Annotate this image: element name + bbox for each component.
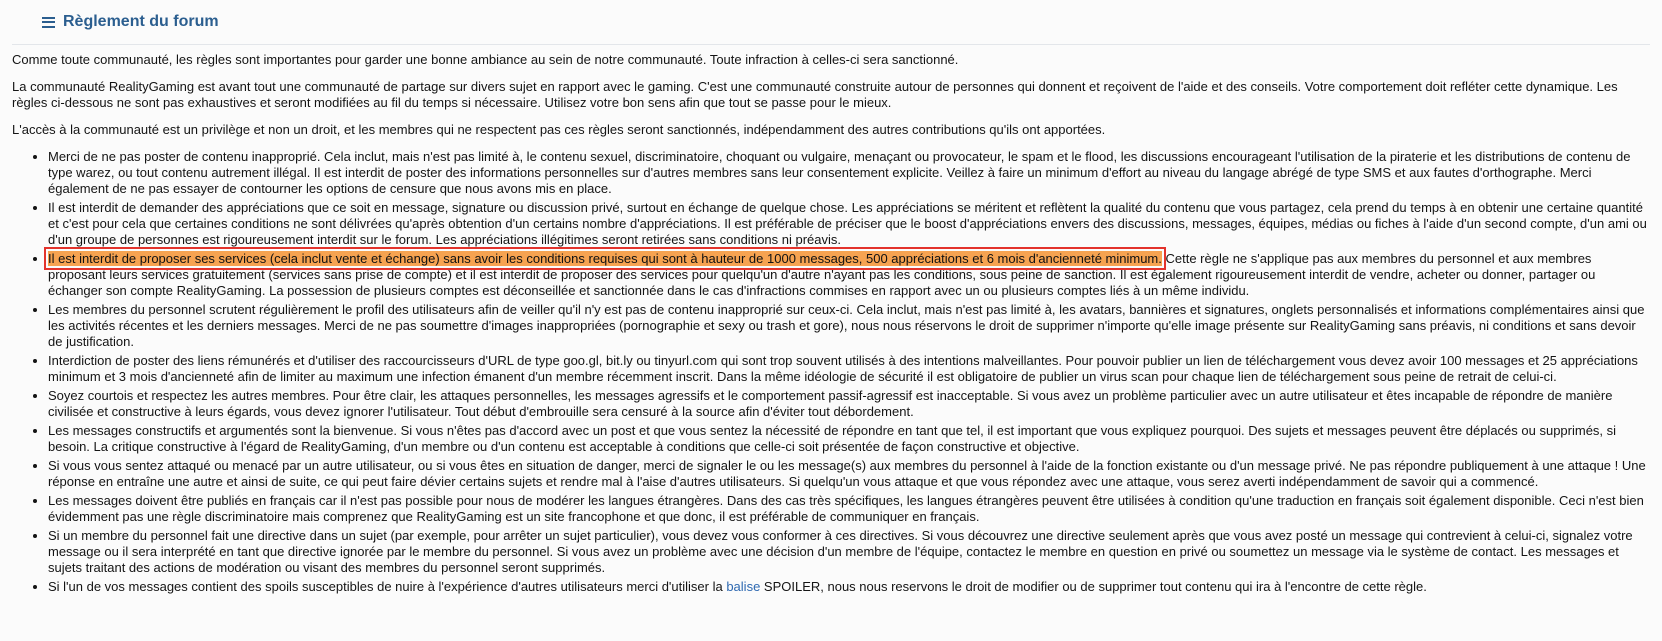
hamburger-menu-icon bbox=[42, 17, 55, 28]
rule-item: • Soyez courtois et respectez les autres membres. Pour être clair, les attaques personnelles, les messages agressifs et le comportement passif-agressif est inacceptable. Si vous avez un problème particulier avec un autre utilisateur et êtes incapable de répondre de manière civilisée et constructive à leurs égards, vous devez ignorer l'utilisateur. Tout début d'embrouille sera censuré à la source afin d'éviter tout débordement. bbox=[48, 388, 1650, 420]
balise-link[interactable]: balise bbox=[726, 579, 761, 594]
intro-paragraph: Comme toute communauté, les règles sont importantes pour garder une bonne ambiance au sein de notre communauté. Toute infraction à celles-ci sera sanctionné. bbox=[12, 52, 959, 67]
rule-item: • Les membres du personnel scrutent régulièrement le profil des utilisateurs afin de veiller qu'il n'y est pas de contenu inapproprié sur ceux-ci. Cela inclut, mais n'est pas limité à, les avatars, bannières et signatures, onglets personnalisés et informations complémentaires ainsi que les activités récentes et les derniers messages. Merci de ne pas soumettre d'images inappropriées (pornographie et sexy ou trash et gore), nous nous réservons le droit de supprimer n'importe qu'elle image présente sur RealityGaming sans préavis, ni conditions et sans devoir de justification. bbox=[48, 302, 1650, 350]
intro-paragraph: L'accès à la communauté est un privilège et non un droit, et les membres qui ne respectent pas ces règles seront sanctionnés, indépendamment des autres contributions qu'ils ont apportées. bbox=[12, 122, 1106, 137]
rule-item: • Si un membre du personnel fait une directive dans un sujet (par exemple, pour arrêter un sujet particulier), vous devez vous conformer à ces directives. Si vous découvrez une directive seulement après que vous avez posté un message qui contrevient à celui-ci, signalez votre message ou il sera interprété en tant que directive ignorée par le membre du personnel. Si vous avez un problème avec une décision d'un membre de l'équipe, contactez le membre en question en privé ou soumettez un message via le système de contact. Les messages et sujets traitant des actions de modération ou visant des membres du personnel seront supprimés. bbox=[48, 528, 1650, 576]
rule-item-services bbox=[48, 251, 1650, 299]
highlighted-rule-text: Il est interdit de proposer ses services (cela inclut vente et échange) sans avoir les conditions requises qui sont à hauteur de 1000 messages, 500 appréciations et 6 mois d'ancienneté minimum. bbox=[48, 251, 1162, 266]
intro-paragraph: La communauté RealityGaming est avant tout une communauté de partage sur divers sujet en rapport avec le gaming. C'est une communauté construite autour de personnes qui donnent et reçoivent de l'aide et des conseils. Votre comportement doit refléter cette dynamique. Les règles ci-dessous ne sont pas exhaustives et seront modifiées au fil du temps si nécessaire. Utilisez votre bon sens afin que tout se passe pour le mieux. bbox=[12, 79, 1618, 110]
rules-list bbox=[12, 149, 1650, 595]
rule-item-spoiler bbox=[48, 579, 1650, 595]
rule-text: SPOILER, nous nous reservons le droit de modifier ou de supprimer tout contenu qui ira à l'encontre de cette règle. bbox=[760, 579, 1427, 594]
rule-item: • Les messages constructifs et argumentés sont la bienvenue. Si vous n'êtes pas d'accord avec un post et que vous sentez la nécessité de répondre en tant que tel, il est important que vous expliquez pourquoi. Des sujets et messages peuvent être déplacés ou supprimés, si besoin. La critique constructive à l'égard de RealityGaming, d'un membre ou d'un contenu est acceptable à conditions que celle-ci soit présentée de façon constructive et objective. bbox=[48, 423, 1650, 455]
rule-item: • Les messages doivent être publiés en français car il n'est pas possible pour nous de modérer les langues étrangères. Dans des cas très spécifiques, les langues étrangères peuvent être utilisées à condition qu'une traduction en français soit également disponible. Ceci n'est bien évidemment pas une règle discriminatoire mais comprenez que RealityGaming est un site francophone et que donc, il est préférable de communiquer en français. bbox=[48, 493, 1650, 525]
page-title: Règlement du forum bbox=[63, 13, 219, 30]
section-header bbox=[12, 0, 1650, 45]
rule-item: • Si vous vous sentez attaqué ou menacé par un autre utilisateur, ou si vous êtes en situation de danger, merci de signaler le ou les message(s) aux membres du personnel à l'aide de la fonction existante ou d'un message privé. Ne pas répondre publiquement à une attaque ! Une réponse en entraîne une autre et ainsi de suite, ce qui peut faire dévier certains sujets et rendre mal à l'aise d'autres utilisateurs. Si quelqu'un vous attaque et que vous répondez avec une attaque, vous serez averti indépendamment de savoir qui a commencé. bbox=[48, 458, 1650, 490]
rule-text: Si l'un de vos messages contient des spoils susceptibles de nuire à l'expérience d'autres utilisateurs merci d'utiliser la bbox=[48, 579, 727, 594]
rule-item: • Interdiction de poster des liens rémunérés et d'utiliser des raccourcisseurs d'URL de type goo.gl, bit.ly ou tinyurl.com qui sont trop souvent utilisés à des intentions malveillantes. Pour pouvoir publier un lien de téléchargement vous devez avoir 100 messages et 25 appréciations minimum et 3 mois d'ancienneté afin de limiter au maximum une infection émanent d'un membre récemment inscrit. Dans la même idéologie de sécurité il est obligatoire de publier un virus scan pour chaque lien de téléchargement sous peine de retrait de celui-ci. bbox=[48, 353, 1650, 385]
rule-item: • Merci de ne pas poster de contenu inapproprié. Cela inclut, mais n'est pas limité à, le contenu sexuel, discriminatoire, choquant ou vulgaire, menaçant ou provocateur, le spam et le flood, les discussions encourageant l'utilisation de la piraterie et les distributions de contenu de type warez, ou tout contenu autrement illégal. Il est interdit de poster des informations personnelles sur d'autres membres sans leur consentement explicite. Veillez à faire un minimum d'effort au niveau du langage abrégé de type SMS et aux fautes d'orthographe. Merci également de ne pas essayer de contourner les options de censure que nous avons mis en place. bbox=[48, 149, 1650, 197]
rule-item: • Il est interdit de demander des appréciations que ce soit en message, signature ou discussion privé, surtout en échange de quelque chose. Les appréciations se méritent et reflètent la qualité du contenu que vous partagez, cela prend du temps à en obtenir une certaine quantité et c'est pour cela que certaines conditions ne sont délivrées qu'après obtention d'un certains nombre d'appréciations. Il est préférable de préciser que le boost d'appréciations envers des discussions, messages, équipes, médias ou fiches à l'aide d'un second compte, d'un ami ou d'un groupe de personnes est rigoureusement interdit sur le forum. Les appréciations illégitimes seront retirées sans conditions ni préavis. bbox=[48, 200, 1650, 248]
rule-text: Cette règle ne s'applique pas aux membres du personnel et aux membres proposant leurs services gratuitement (services sans prise de compte) et il est interdit de proposer des services pour quelqu'un d'autre n'ayant pas les conditions, sous peine de sanction. Il est également rigoureusement interdit de vendre, acheter ou donner, partager ou échanger son compte RealityGaming. La possession de plusieurs comptes est déconseillée et sanctionnée dans le cas d'infractions commises en rapport avec un ou plusieurs comptes liés à un même individu. bbox=[48, 251, 1596, 298]
